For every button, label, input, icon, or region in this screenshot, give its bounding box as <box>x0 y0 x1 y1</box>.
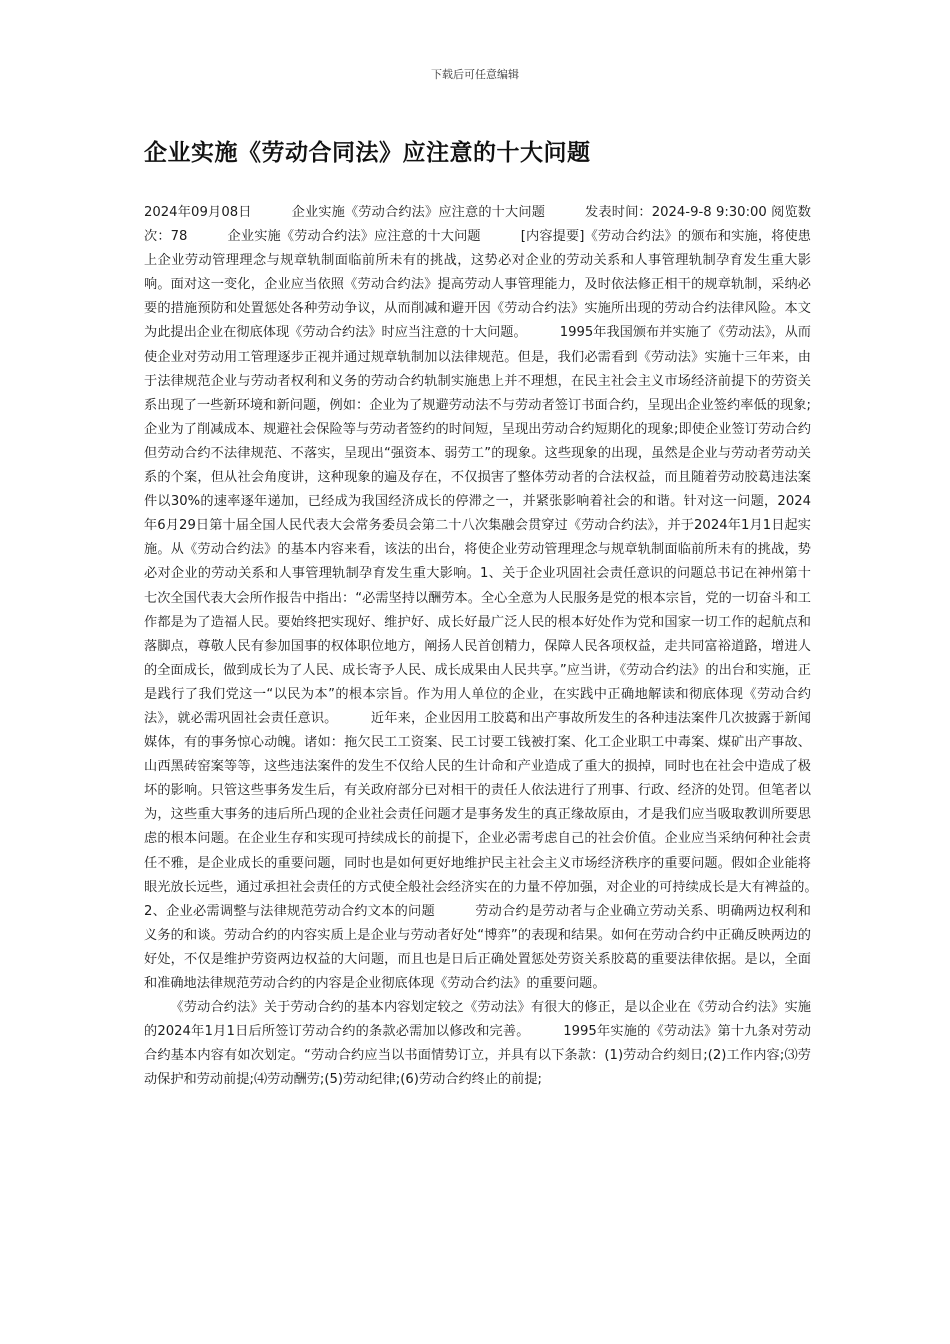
body-paragraph: 《劳动合约法》关于劳动合约的基本内容划定较之《劳动法》有很大的修正，是以企业在《劳动合约法》实施的2024年1月1日后所签订劳动合约的条款必需加以修改和完善。 1995年实施的《劳动法》第十九条对劳动合约基本内容有如次划定。“劳动合约应当以书面情势订立，并具有以下条款：(1)劳动合约刻日;(2)工作内容;⑶劳动保护和劳动前提;⑷劳动酬劳;(5)劳动纪律;(6)劳动合约终止的前提; <box>144 1000 811 1088</box>
document-title: 企业实施《劳动合同法》应注意的十大问题 <box>144 140 591 166</box>
header-note: 下载后可任意编辑 <box>431 68 519 81</box>
body-paragraph: 2024年09月08日 企业实施《劳动合约法》应注意的十大问题 发表时间：2024-9-8 9:30:00 阅览数次：78 企业实施《劳动合约法》应注意的十大问题 [内容提要]《劳动合约法》的颁布和实施，将使患上企业劳动管理理念与规章轨制面临前所未有的挑战，这势必对企业的劳动关系和人事管理轨制孕育发生重大影响。面对这一变化，企业应当依照《劳动合约法》提高劳动人事管理能力，及时依法修正相干的规章轨制，采纳必要的措施预防和处置惩处各种劳动争议，从而削减和避开因《劳动合约法》实施所出现的劳动合约法律风险。本文为此提出企业在彻底体现《劳动合约法》时应当注意的十大问题。 1995年我国颁布并实施了《劳动法》，从而使企业对劳动用工管理逐步正视并通过规章轨制加以法律规范。但是，我们必需看到《劳动法》实施十三年来，由于法律规范企业与劳动者权利和义务的劳动合约轨制实施患上并不理想，在民主社会主义市场经济前提下的劳资关系出现了一些新环境和新问题，例如：企业为了规避劳动法不与劳动者签订书面合约，呈现出企业签约率低的现象;企业为了削减成本、规避社会保险等与劳动者签约的时间短，呈现出劳动合约短期化的现象;即使企业签订劳动合约但劳动合约不法律规范、不落实，呈现出“强资本、弱劳工”的现象。这些现象的出现，虽然是企业与劳动者劳动关系的个案，但从社会角度讲，这种现象的遍及存在，不仅损害了整体劳动者的合法权益，而且随着劳动胶葛违法案件以30%的速率逐年递加，已经成为我国经济成长的停滞之一，并紧张影响着社会的和谐。针对这一问题，2024年6月29日第十届全国人民代表大会常务委员会第二十八次集融会贯穿过《劳动合约法》，并于2024年1月1日起实施。从《劳动合约法》的基本内容来看，该法的出台，将使企业劳动管理理念与规章轨制面临前所未有的挑战，势必对企业的劳动关系和人事管理轨制孕育发生重大影响。1、关于企业巩固社会责任意识的问题总书记在神州第十七次全国代表大会所作报告中指出：“必需坚持以酬劳本。全心全意为人民服务是党的根本宗旨，党的一切奋斗和工作都是为了造福人民。要始终把实现好、维护好、成长好最广泛人民的根本好处作为党和国家一切工作的起航点和落脚点，尊敬人民有参加国事的权体职位地方，阐扬人民首创精力，保障人民各项权益，走共同富裕道路，增进人的全面成长，做到成长为了人民、成长寄予人民、成长成果由人民共享。”应当讲，《劳动合约法》的出台和实施，正是践行了我们党这一“以民为本”的根本宗旨。作为用人单位的企业，在实践中正确地解读和彻底体现《劳动合约法》，就必需巩固社会责任意识。 近年来，企业因用工胶葛和出产事故所发生的各种违法案件几次披露于新闻媒体，有的事务惊心动魄。诸如：拖欠民工工资案、民工讨要工钱被打案、化工企业职工中毒案、煤矿出产事故、山西黑砖窑案等等，这些违法案件的发生不仅给人民的生计命和产业造成了重大的损掉，同时也在社会中造成了极坏的影响。只管这些事务发生后，有关政府部分已对相干的责任人依法进行了刑事、行政、经济的处罚。但笔者以为，这些重大事务的违后所凸现的企业社会责任问题才是事务发生的真正缘故原由，才是我们应当吸取教训所要思虑的根本问题。在企业生存和实现可持续成长的前提下，企业必需考虑自己的社会价值。企业应当采纳何种社会责任不雅，是企业成长的重要问题，同时也是如何更好地维护民主社会主义市场经济秩序的重要问题。假如企业能将眼光放长远些，通过承担社会责任的方式使全般社会经济实在的力量不停加强，对企业的可持续成长是大有裨益的。 2、企业必需调整与法律规范劳动合约文本的问题 劳动合约是劳动者与企业确立劳动关系、明确两边权利和义务的和谈。劳动合约的内容实质上是企业与劳动者好处“博弈”的表现和结果。如何在劳动合约中正确反映两边的好处，不仅是维护劳资两边权益的大问题，而且也是日后正确处置惩处劳资关系胶葛的重要法律依据。是以，全面和准确地法律规范劳动合约的内容是企业彻底体现《劳动合约法》的重要问题。 <box>144 205 838 991</box>
document-body <box>144 201 838 1092</box>
